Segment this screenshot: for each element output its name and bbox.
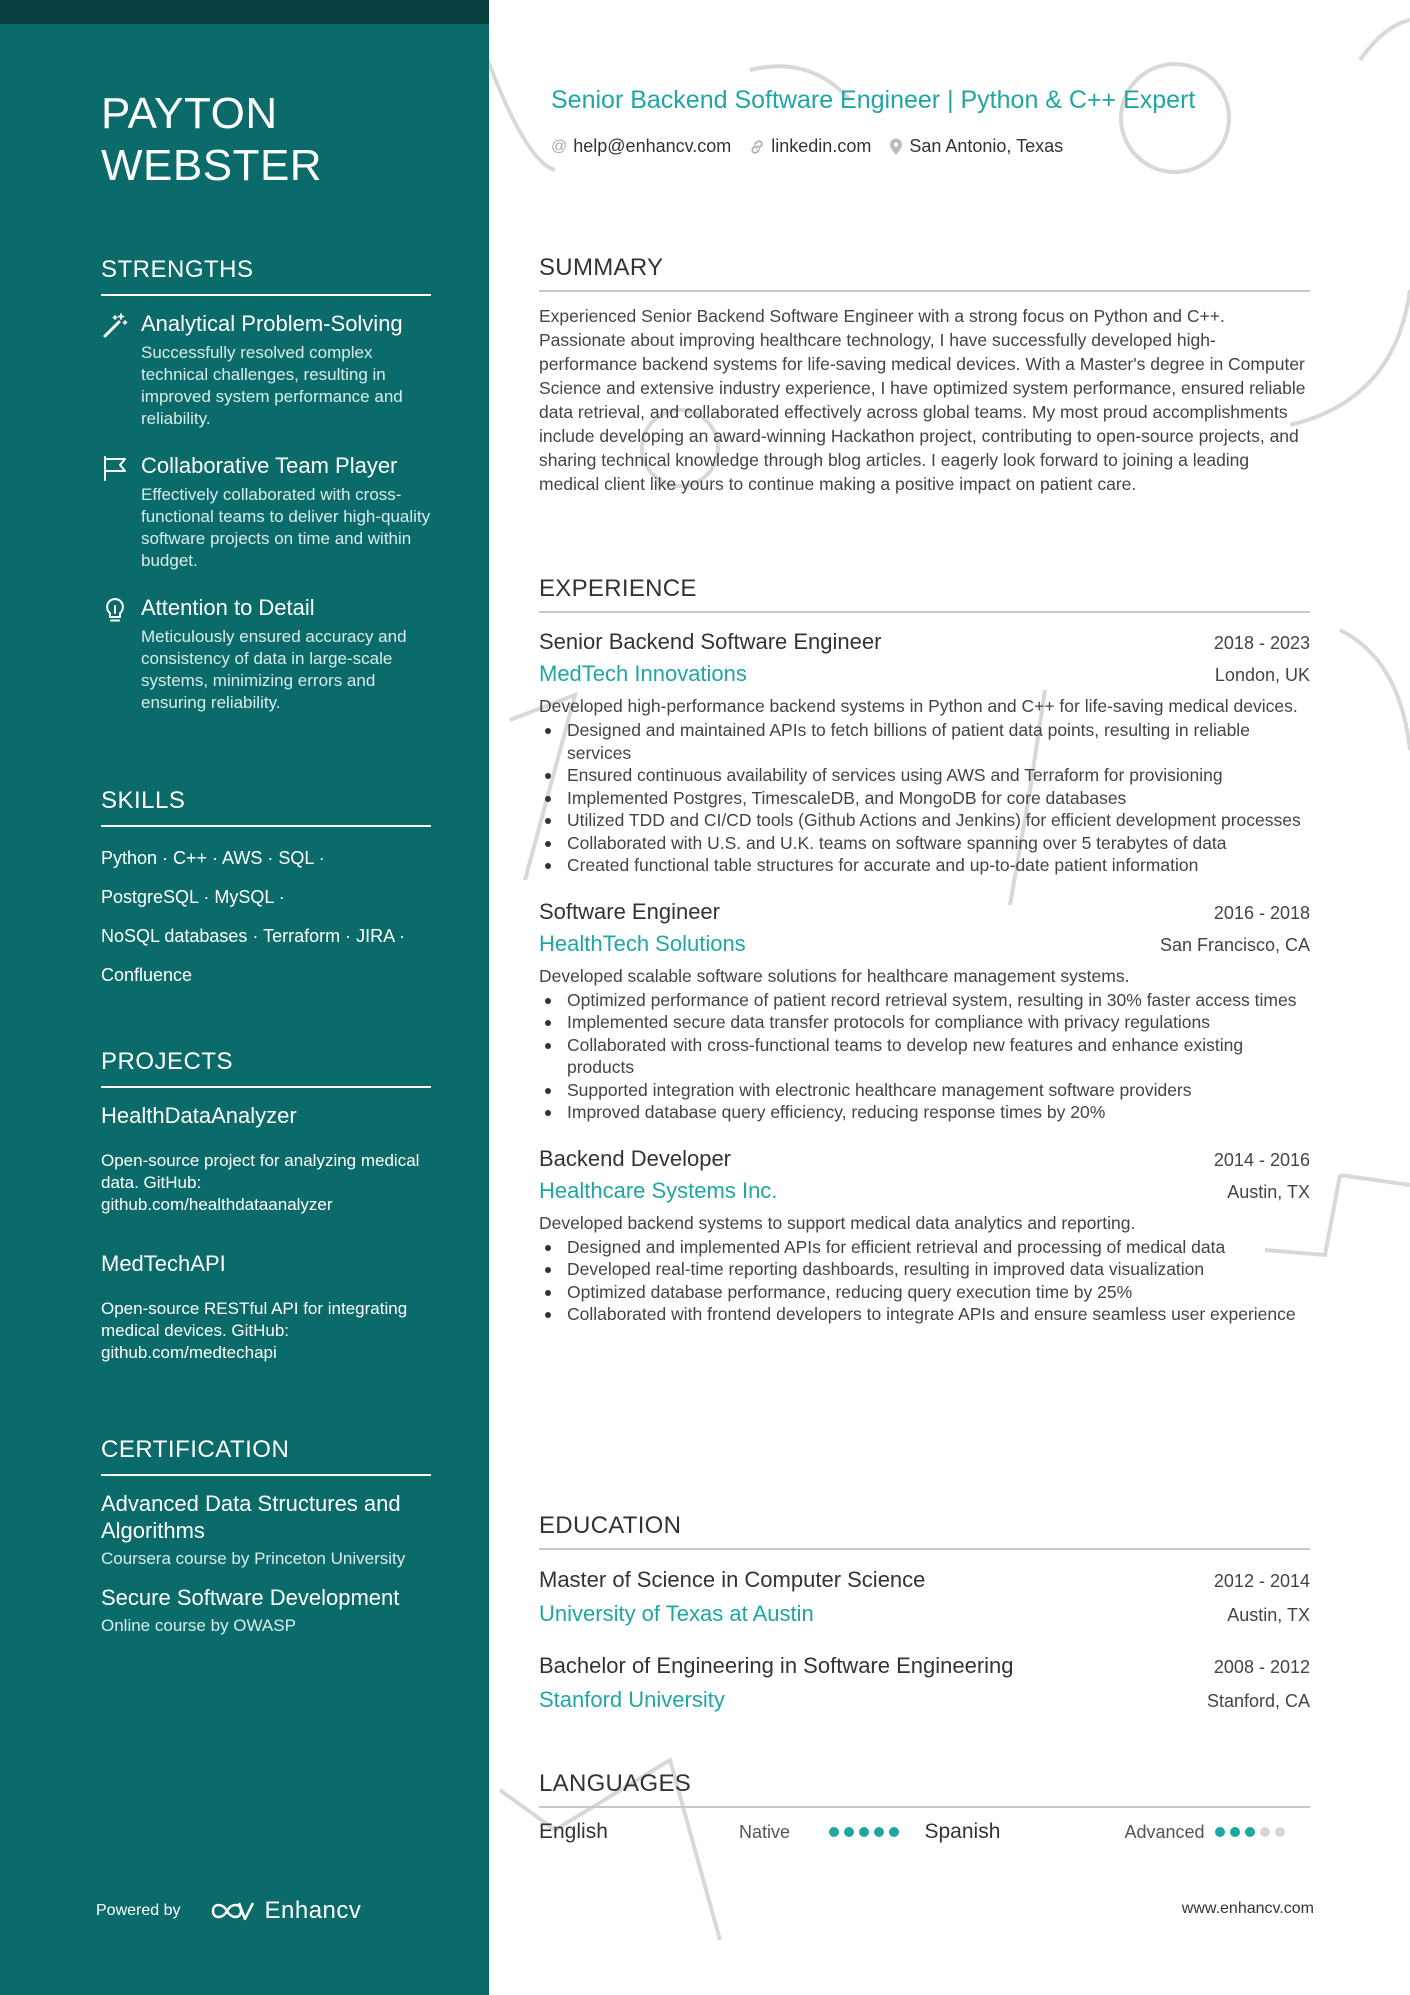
education-location: Stanford, CA: [1206, 1691, 1310, 1711]
job-bullet: Developed real-time reporting dashboards, resulting in improved data visualization: [539, 1258, 1310, 1281]
education-school: University of Texas at Austin: [539, 1601, 814, 1626]
job-bullet: Supported integration with electronic healthcare management software providers: [539, 1079, 1310, 1102]
candidate-name: [101, 88, 322, 192]
first-name: PAYTON: [101, 89, 278, 138]
enhancv-logo[interactable]: [209, 1897, 362, 1925]
job-dates: 2016 - 2018: [1213, 902, 1310, 923]
language-name: English: [539, 1820, 608, 1843]
rating-dot-filled: [889, 1827, 899, 1837]
project-item: [101, 1102, 431, 1216]
strength-item: [101, 594, 431, 714]
job-company: Healthcare Systems Inc.: [539, 1177, 778, 1203]
contact-linkedin[interactable]: [749, 136, 871, 157]
job-description: Developed scalable software solutions for healthcare management systems.: [539, 965, 1130, 986]
headline: Senior Backend Software Engineer | Python & C++ Expert: [551, 86, 1196, 114]
flag-icon: [101, 454, 129, 482]
certification-description: Coursera course by Princeton University: [101, 1549, 406, 1568]
skills-heading: SKILLS: [101, 787, 431, 827]
job-bullet: Collaborated with frontend developers to integrate APIs and ensure seamless user experience: [539, 1303, 1310, 1326]
job-location: San Francisco, CA: [1159, 934, 1310, 955]
job-bullets: [539, 1236, 1310, 1326]
last-name: WEBSTER: [101, 141, 323, 190]
job-bullet: Implemented secure data transfer protocols for compliance with privacy regulations: [539, 1011, 1310, 1034]
job-bullet: Optimized database performance, reducing query execution time by 25%: [539, 1281, 1310, 1304]
strength-item: [101, 310, 431, 430]
education-school: Stanford University: [539, 1687, 725, 1712]
projects-section: [101, 1048, 431, 1364]
languages-list: [539, 1820, 1310, 1844]
education-heading: EDUCATION: [539, 1512, 1310, 1550]
job-entry: [539, 897, 1310, 1124]
main-content: [489, 0, 1410, 1995]
skills-line: Python · C++ · AWS · SQL ·: [101, 848, 325, 868]
job-entry: [539, 1144, 1310, 1326]
education-dates: 2008 - 2012: [1213, 1657, 1310, 1677]
strength-item: [101, 452, 431, 572]
strength-title: Analytical Problem-Solving: [141, 311, 403, 336]
job-bullet: Improved database query efficiency, reducing response times by 20%: [539, 1101, 1310, 1124]
contact-email[interactable]: [551, 136, 731, 157]
job-bullet: Created functional table structures for accurate and up-to-date patient information: [539, 854, 1310, 877]
skills-line: Confluence: [101, 965, 193, 985]
skills-list: [101, 839, 431, 995]
strength-description: Successfully resolved complex technical challenges, resulting in improved system performance and reliability.: [141, 343, 403, 428]
magic-wand-icon: [101, 312, 129, 340]
language-level: Native: [739, 1821, 791, 1842]
enhancv-logo-icon: [209, 1899, 255, 1923]
location-text: San Antonio, Texas: [909, 136, 1064, 156]
job-dates: 2014 - 2016: [1213, 1149, 1310, 1170]
job-bullets: [539, 719, 1310, 877]
language-level: Advanced: [1124, 1821, 1205, 1842]
linkedin-text: linkedin.com: [771, 136, 872, 156]
summary-section: [539, 254, 1310, 496]
contact-info: [551, 136, 1063, 157]
education-entry: [539, 1564, 1310, 1632]
experience-section: [539, 575, 1310, 1326]
summary-heading: SUMMARY: [539, 254, 1310, 292]
job-bullet: Ensured continuous availability of services using AWS and Terraform for provisioning: [539, 764, 1310, 787]
sidebar-top-bar: [0, 0, 489, 24]
certification-item: [101, 1584, 431, 1637]
job-role: Backend Developer: [539, 1145, 732, 1171]
certification-heading: CERTIFICATION: [101, 1436, 431, 1476]
at-icon: @: [551, 137, 568, 155]
sidebar: [0, 0, 489, 1995]
strength-title: Collaborative Team Player: [141, 453, 398, 478]
strength-description: Meticulously ensured accuracy and consistency of data in large-scale systems, minimizing errors and ensuring reliability.: [141, 627, 407, 712]
rating-dot-filled: [1230, 1827, 1240, 1837]
certification-title: Secure Software Development: [101, 1585, 400, 1610]
rating-dot-filled: [844, 1827, 854, 1837]
certification-description: Online course by OWASP: [101, 1616, 296, 1635]
strength-description: Effectively collaborated with cross-functional teams to deliver high-quality software projects on time and within budget.: [141, 485, 431, 570]
education-degree: Master of Science in Computer Science: [539, 1567, 926, 1592]
rating-dot-filled: [829, 1827, 839, 1837]
project-description: Open-source RESTful API for integrating medical devices. GitHub: github.com/medtechapi: [101, 1299, 408, 1362]
job-location: London, UK: [1214, 665, 1310, 685]
job-bullet: Implemented Postgres, TimescaleDB, and MongoDB for core databases: [539, 787, 1310, 810]
summary-text: Experienced Senior Backend Software Engineer with a strong focus on Python and C++. Passionate about improving healthcare technology, I have successfully developed high-performance backend systems for life-saving medical devices. With a Master's degree in Computer Science and extensive industry experience, I have optimized system performance, ensured reliable data retrieval, and collaborated effectively across global teams. My most proud accomplishments include developing an award-winning Hackathon project, contributing to open-source projects, and sharing technical knowledge through blog articles. I eagerly look forward to joining a leading medical client like yours to continue making a positive impact on patient care.: [539, 306, 1306, 494]
language-rating: [1215, 1827, 1285, 1837]
job-bullet: Designed and maintained APIs to fetch billions of patient data points, resulting in reliable services: [539, 719, 1310, 764]
contact-location: [889, 136, 1063, 157]
rating-dot-empty: [1275, 1827, 1285, 1837]
project-title: HealthDataAnalyzer: [101, 1103, 297, 1128]
language-item: [925, 1820, 1311, 1844]
job-role: Software Engineer: [539, 898, 720, 924]
lightbulb-icon: [101, 596, 129, 624]
powered-by-label: Powered by: [96, 1902, 181, 1919]
link-icon: [749, 139, 765, 155]
certification-item: [101, 1490, 431, 1570]
skills-section: [101, 787, 431, 995]
language-item: [539, 1820, 925, 1844]
job-location: Austin, TX: [1227, 1181, 1310, 1202]
education-location: Austin, TX: [1227, 1605, 1310, 1625]
job-bullet: Collaborated with U.S. and U.K. teams on software spanning over 5 terabytes of data: [539, 832, 1310, 855]
certification-title: Advanced Data Structures and Algorithms: [101, 1491, 401, 1543]
rating-dot-empty: [1260, 1827, 1270, 1837]
email-text: help@enhancv.com: [573, 136, 732, 156]
project-title: MedTechAPI: [101, 1251, 226, 1276]
education-degree: Bachelor of Engineering in Software Engineering: [539, 1653, 1014, 1678]
language-name: Spanish: [924, 1820, 1001, 1843]
rating-dot-filled: [1245, 1827, 1255, 1837]
languages-heading: LANGUAGES: [539, 1770, 1310, 1808]
job-entry: [539, 627, 1310, 877]
rating-dot-filled: [874, 1827, 884, 1837]
experience-heading: EXPERIENCE: [539, 575, 1310, 613]
education-dates: 2012 - 2014: [1213, 1571, 1310, 1591]
job-bullet: Designed and implemented APIs for efficient retrieval and processing of medical data: [539, 1236, 1310, 1259]
job-company: MedTech Innovations: [539, 661, 747, 686]
rating-dot-filled: [859, 1827, 869, 1837]
powered-by: [96, 1897, 361, 1925]
certification-section: [101, 1436, 431, 1637]
strengths-section: [101, 256, 431, 714]
job-bullet: Utilized TDD and CI/CD tools (Github Actions and Jenkins) for efficient development processes: [539, 809, 1310, 832]
job-bullet: Collaborated with cross-functional teams to develop new features and enhance existing products: [539, 1034, 1310, 1079]
pin-icon: [889, 138, 903, 156]
projects-heading: PROJECTS: [101, 1048, 431, 1088]
rating-dot-filled: [1215, 1827, 1225, 1837]
enhancv-brand-name: Enhancv: [264, 1897, 362, 1924]
language-rating: [829, 1827, 899, 1837]
project-description: Open-source project for analyzing medical data. GitHub: github.com/healthdataanalyzer: [101, 1151, 420, 1214]
languages-section: [539, 1770, 1310, 1844]
education-section: [539, 1512, 1310, 1718]
project-item: [101, 1250, 431, 1364]
job-company: HealthTech Solutions: [539, 930, 746, 956]
job-bullets: [539, 989, 1310, 1124]
education-entry: [539, 1650, 1310, 1718]
strength-title: Attention to Detail: [141, 595, 315, 620]
job-description: Developed backend systems to support medical data analytics and reporting.: [539, 1212, 1136, 1233]
strengths-heading: STRENGTHS: [101, 256, 431, 296]
skills-line: NoSQL databases · Terraform · JIRA ·: [101, 926, 406, 946]
job-dates: 2018 - 2023: [1213, 633, 1310, 653]
job-role: Senior Backend Software Engineer: [539, 629, 882, 654]
job-bullet: Optimized performance of patient record retrieval system, resulting in 30% faster access times: [539, 989, 1310, 1012]
job-description: Developed high-performance backend systems in Python and C++ for life-saving medical devices.: [539, 696, 1298, 716]
skills-line: PostgreSQL · MySQL ·: [101, 887, 285, 907]
website-link[interactable]: www.enhancv.com: [1181, 1900, 1314, 1917]
